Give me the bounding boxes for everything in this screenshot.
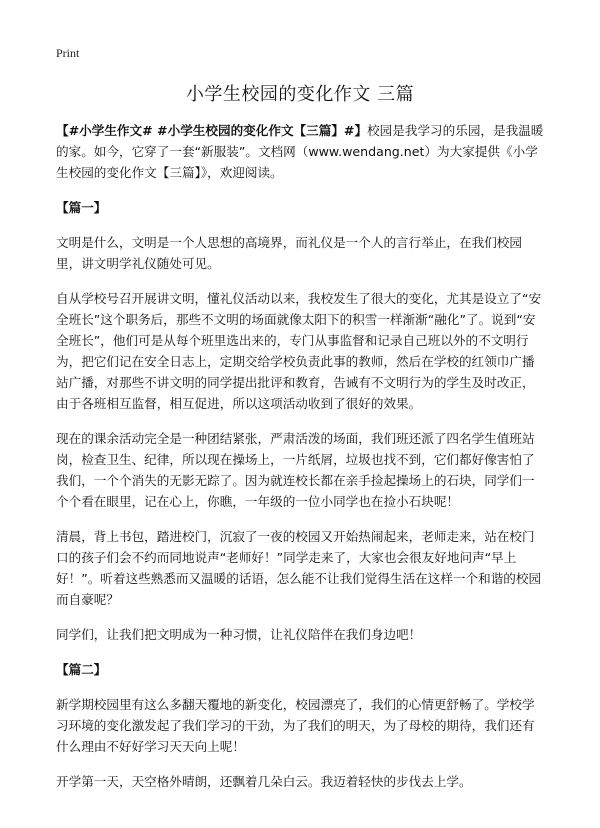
paragraph: 文明是什么，文明是一个人思想的高境界，而礼仪是一个人的言行举止，在我们校园里，讲文明学礼仪随处可见。 bbox=[56, 235, 522, 271]
intro-paragraph bbox=[56, 120, 546, 183]
article-body bbox=[56, 120, 546, 806]
paragraph: 自从学校号召开展讲文明，懂礼仪活动以来，我校发生了很大的变化，尤其是设立了“安全班长”这个职务后，那些不文明的场面就像太阳下的积雪一样渐渐“融化”了。说到“安全班长”，他们可是从每个班里选出来的，专门从事监督和记录自己班以外的不文明行为，把它们记在安全日志上，定期交给学校负责此事的教师，然后在学校的红领巾广播站广播，对那些不讲文明的同学提出批评和教育，告诫有不文明行为的学生及时改正，由于各班相互监督，相互促进，所以这项活动收到了很好的效果。 bbox=[56, 291, 542, 411]
paragraph: 清晨，背上书包，踏进校门，沉寂了一夜的校园又开始热闹起来，老师走来，站在校门口的孩子们会不约而同地说声“老师好！”同学走来了，大家也会很友好地问声“早上好！”。听着这些熟悉而又温暖的话语，怎么能不让我们觉得生活在这样一个和谐的校园而自豪呢？ bbox=[56, 529, 542, 607]
page-title: 小学生校园的变化作文 三篇 bbox=[185, 84, 415, 105]
section-heading-2: 【篇二】 bbox=[56, 662, 107, 677]
intro-text: 校园是我学习的乐园，是我温暖的家。如今，它穿了一套“新服装”。文档网（www.wendang.net）为大家提供《小学生校园的变化作文【三篇】》，欢迎阅读。 bbox=[56, 123, 544, 180]
paragraph: 同学们，让我们把文明成为一种习惯，让礼仪陪伴在我们身边吧！ bbox=[56, 627, 422, 642]
paragraph: 现在的课余活动完全是一种团结紧张，严肃活泼的场面，我们班还派了四名学生值班站岗，检查卫生、纪律，所以现在操场上，一片纸屑，垃圾也找不到，它们都好像害怕了我们，一个个消失的无影无踪了。因为就连校长都在亲手捡起操场上的石块，同学们一个个看在眼里，记在心上，你瞧，一年级的一位小同学也在捡小石块呢！ bbox=[56, 431, 535, 509]
paragraph: 新学期校园里有这么多翻天覆地的新变化，校园漂亮了，我们的心情更舒畅了。学校学习环境的变化激发起了我们学习的干劲，为了我们的明天，为了母校的期待，我们还有什么理由不好好学习天天向上呢！ bbox=[56, 697, 535, 754]
print-link[interactable]: Print bbox=[56, 46, 80, 60]
section-heading-1: 【篇一】 bbox=[56, 200, 107, 215]
paragraph: 开学第一天，天空格外晴朗，还飘着几朵白云。我迈着轻快的步伐去上学。 bbox=[56, 774, 472, 789]
intro-lead: 【#小学生作文# #小学生校园的变化作文【三篇】#】 bbox=[56, 123, 368, 138]
